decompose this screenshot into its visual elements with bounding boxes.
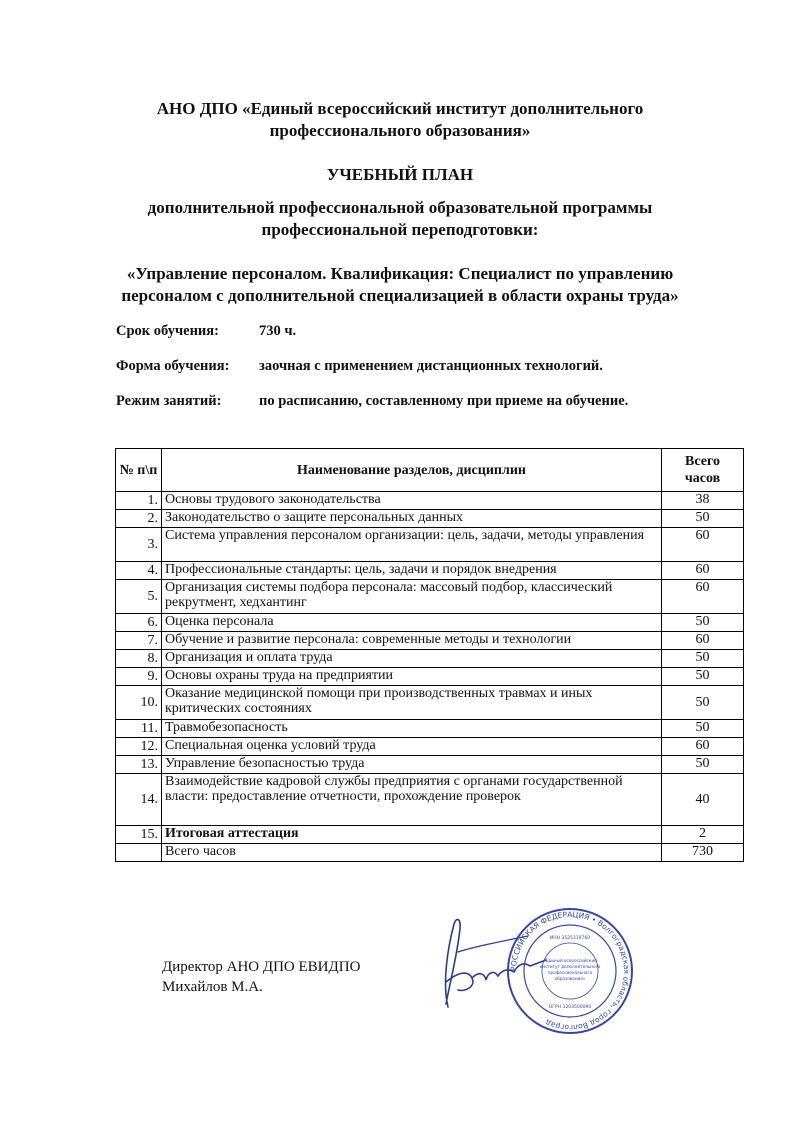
director-block xyxy=(162,957,360,997)
row-hours: 60 xyxy=(662,562,744,580)
row-discipline: Основы трудового законодательства xyxy=(162,492,662,510)
subtitle-line2: профессиональной переподготовки: xyxy=(261,220,539,239)
study-form-row xyxy=(116,357,603,375)
total-label: Всего часов xyxy=(162,844,662,862)
duration-value: 730 ч. xyxy=(259,323,297,339)
row-number: 13. xyxy=(116,756,162,774)
table-row xyxy=(116,528,744,562)
schedule-label: Режим занятий: xyxy=(116,393,222,409)
row-discipline: Организация системы подбора персонала: массовый подбор, классический рекрутмент, хедхантинг xyxy=(162,580,662,614)
total-hours: 730 xyxy=(662,844,744,862)
row-discipline: Управление безопасностью труда xyxy=(162,756,662,774)
table-row xyxy=(116,510,744,528)
row-number: 8. xyxy=(116,650,162,668)
row-hours: 50 xyxy=(662,686,744,720)
row-hours: 60 xyxy=(662,580,744,614)
duration-label: Срок обучения: xyxy=(116,323,219,339)
row-hours: 50 xyxy=(662,650,744,668)
document-title: УЧЕБНЫЙ ПЛАН xyxy=(326,165,474,184)
row-hours: 2 xyxy=(662,826,744,844)
row-number: 4. xyxy=(116,562,162,580)
row-discipline: Обучение и развитие персонала: современные методы и технологии xyxy=(162,632,662,650)
row-hours: 38 xyxy=(662,492,744,510)
row-number: 10. xyxy=(116,686,162,720)
table-row xyxy=(116,562,744,580)
table-row xyxy=(116,632,744,650)
column-header-hours xyxy=(662,449,744,492)
row-number: 2. xyxy=(116,510,162,528)
organization-name-line1: АНО ДПО «Единый всероссийский институт дополнительного xyxy=(156,99,644,118)
table-row xyxy=(116,492,744,510)
table-row xyxy=(116,686,744,720)
row-hours: 60 xyxy=(662,632,744,650)
curriculum-table xyxy=(115,448,744,862)
table-row xyxy=(116,614,744,632)
column-header-hours-line2: часов xyxy=(684,471,721,486)
organization-name xyxy=(60,98,740,142)
table-total-row xyxy=(116,844,744,862)
program-name-line2: персоналом с дополнительной специализацией в области охраны труда» xyxy=(121,286,679,305)
svg-text:профессионального: профессионального xyxy=(547,970,593,975)
row-number: 6. xyxy=(116,614,162,632)
svg-text:ОГРН 1203500090: ОГРН 1203500090 xyxy=(548,1005,592,1010)
column-header-name: Наименование разделов, дисциплин xyxy=(162,449,662,492)
schedule-row xyxy=(116,392,629,410)
svg-text:образования»: образования» xyxy=(554,976,586,981)
table-row xyxy=(116,580,744,614)
row-hours: 50 xyxy=(662,756,744,774)
table-header-row xyxy=(116,449,744,492)
table-row xyxy=(116,720,744,738)
row-discipline: Законодательство о защите персональных данных xyxy=(162,510,662,528)
seal-outer-text: РОССИЙСКАЯ ФЕДЕРАЦИЯ • Волгоградская область, город Волгоград xyxy=(508,909,632,1033)
row-discipline: Специальная оценка условий труда xyxy=(162,738,662,756)
organization-name-line2: профессионального образования» xyxy=(269,121,531,140)
row-number: 5. xyxy=(116,580,162,614)
row-number: 15. xyxy=(116,826,162,844)
director-title: Директор АНО ДПО ЕВИДПО xyxy=(162,959,361,975)
subtitle-line1: дополнительной профессиональной образовательной программы xyxy=(147,198,653,217)
row-number: 12. xyxy=(116,738,162,756)
study-form-value: заочная с применением дистанционных технологий. xyxy=(259,358,603,374)
row-number: 14. xyxy=(116,774,162,826)
svg-text:ИНН 3525319760: ИНН 3525319760 xyxy=(549,936,591,941)
row-discipline: Организация и оплата труда xyxy=(162,650,662,668)
document-subtitle xyxy=(60,197,740,241)
row-discipline: Итоговая аттестация xyxy=(162,826,662,844)
row-hours: 50 xyxy=(662,668,744,686)
row-discipline: Основы охраны труда на предприятии xyxy=(162,668,662,686)
row-hours: 50 xyxy=(662,510,744,528)
director-name: Михайлов М.А. xyxy=(162,979,263,995)
column-header-number: № п\п xyxy=(116,449,162,492)
svg-text:институт дополнительного: институт дополнительного xyxy=(539,964,601,969)
seal-stamp-icon xyxy=(505,906,635,1036)
duration-row xyxy=(116,322,297,340)
row-hours: 50 xyxy=(662,720,744,738)
row-discipline: Оказание медицинской помощи при производственных травмах и иных критических состояниях xyxy=(162,686,662,720)
total-number-cell xyxy=(116,844,162,862)
row-discipline: Система управления персоналом организации: цель, задачи, методы управления xyxy=(162,528,662,562)
study-form-label: Форма обучения: xyxy=(116,358,230,374)
row-discipline: Оценка персонала xyxy=(162,614,662,632)
row-number: 1. xyxy=(116,492,162,510)
schedule-value: по расписанию, составленному при приеме на обучение. xyxy=(259,393,629,409)
row-number: 11. xyxy=(116,720,162,738)
table-row xyxy=(116,650,744,668)
table-row xyxy=(116,774,744,826)
row-number: 9. xyxy=(116,668,162,686)
column-header-hours-line1: Всего xyxy=(685,454,720,469)
row-discipline: Взаимодействие кадровой службы предприятия с органами государственной власти: предоставление отчетности, прохождение проверок xyxy=(162,774,662,826)
row-hours: 50 xyxy=(662,614,744,632)
row-discipline: Травмобезопасность xyxy=(162,720,662,738)
program-name-line1: «Управление персоналом. Квалификация: Специалист по управлению xyxy=(126,264,674,283)
table-row xyxy=(116,826,744,844)
table-row xyxy=(116,756,744,774)
row-hours: 60 xyxy=(662,738,744,756)
table-row xyxy=(116,738,744,756)
row-hours: 40 xyxy=(662,774,744,826)
row-discipline: Профессиональные стандарты: цель, задачи и порядок внедрения xyxy=(162,562,662,580)
svg-text:«Единый всероссийский: «Единый всероссийский xyxy=(543,958,597,963)
row-number: 7. xyxy=(116,632,162,650)
row-hours: 60 xyxy=(662,528,744,562)
row-number: 3. xyxy=(116,528,162,562)
table-row xyxy=(116,668,744,686)
program-name xyxy=(50,263,750,307)
